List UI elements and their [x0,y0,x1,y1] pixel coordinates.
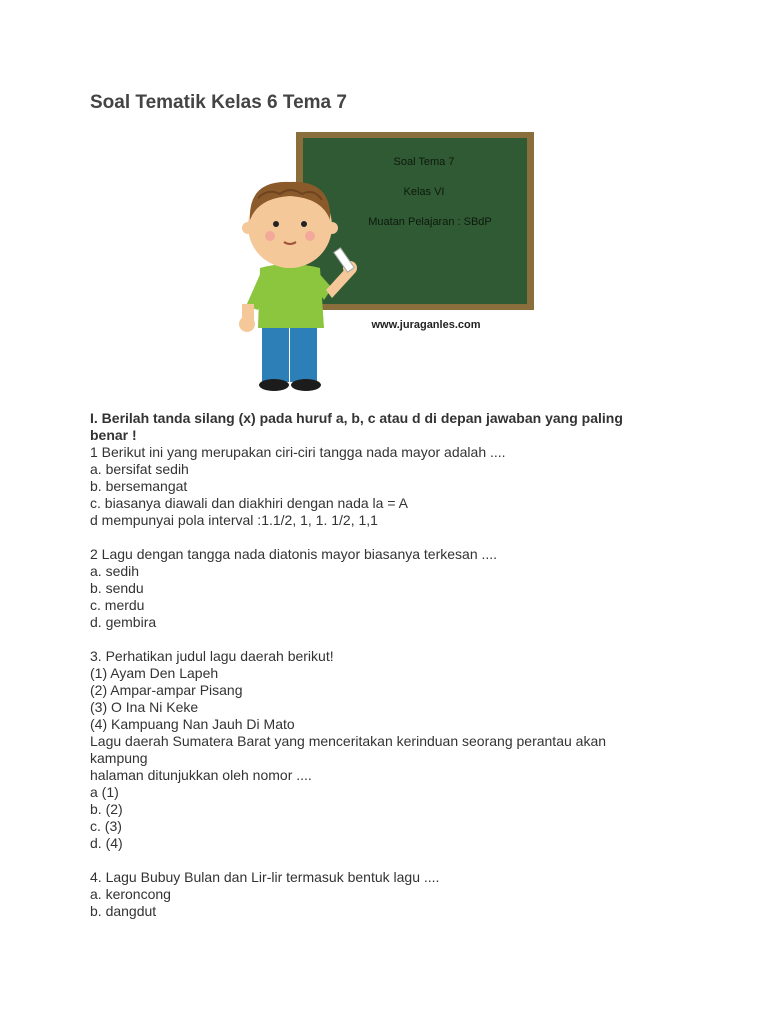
question-line: d. (4) [90,835,123,851]
question-text: 2 Lagu dengan tangga nada diatonis mayor biasanya terkesan .... [90,546,498,562]
question-line: b. dangdut [90,903,157,919]
question-line: a. keroncong [90,886,171,902]
question-text: 3. Perhatikan judul lagu daerah berikut! [90,648,334,664]
board-line: Muatan Pelajaran : SBdP [368,216,492,228]
question-line: a (1) [90,784,119,800]
question-block [90,648,660,852]
question-block [90,869,660,920]
question-text: 1 Berikut ini yang merupakan ciri-ciri tangga nada mayor adalah .... [90,444,506,460]
question-line: c. biasanya diawali dan diakhiri dengan nada la = A [90,495,408,511]
question-line: (2) Ampar-ampar Pisang [90,682,243,698]
question-block [90,546,660,631]
page-title: Soal Tematik Kelas 6 Tema 7 [90,92,347,113]
board-line: Kelas VI [403,186,445,198]
question-line: b. (2) [90,801,123,817]
question-line: (3) O Ina Ni Keke [90,699,199,715]
question-line: (1) Ayam Den Lapeh [90,665,219,681]
question-block [90,444,660,529]
question-line: d. gembira [90,614,157,630]
question-line: halaman ditunjukkan oleh nomor .... [90,767,312,783]
question-line: b. sendu [90,580,144,596]
question-text: 4. Lagu Bubuy Bulan dan Lir-lir termasuk bentuk lagu .... [90,869,440,885]
question-line: (4) Kampuang Nan Jauh Di Mato [90,716,295,732]
question-line: a. bersifat sedih [90,461,189,477]
boy-chalkboard-illustration [228,128,538,396]
question-line: b. bersemangat [90,478,188,494]
question-line: Lagu daerah Sumatera Barat yang menceritakan kerinduan seorang perantau akan [90,733,607,749]
instruction-text: I. Berilah tanda silang (x) pada huruf a, b, c atau d di depan jawaban yang paling benar ! [90,410,623,443]
question-line: kampung [90,750,148,766]
question-line: c. (3) [90,818,122,834]
question-line: d mempunyai pola interval :1.1/2, 1, 1. 1/2, 1,1 [90,512,378,528]
board-line: Soal Tema 7 [393,156,455,168]
question-line: c. merdu [90,597,145,613]
question-list [90,444,660,920]
quiz-content [90,410,660,920]
website-watermark: www.juraganles.com [371,319,481,331]
question-line: a. sedih [90,563,140,579]
